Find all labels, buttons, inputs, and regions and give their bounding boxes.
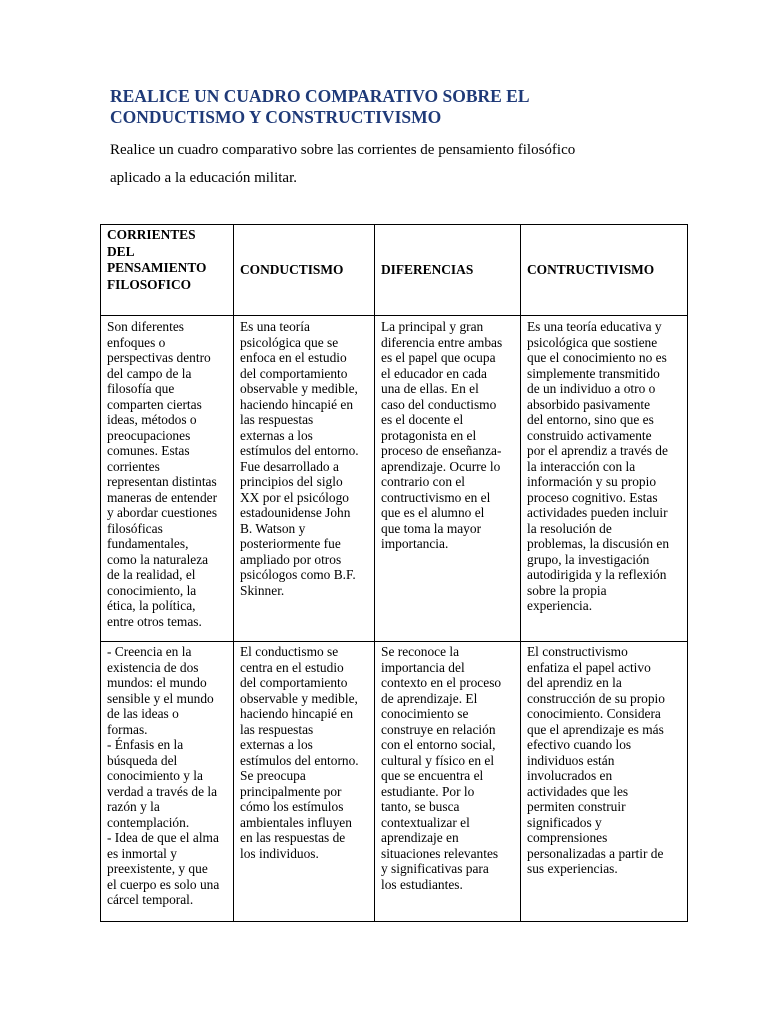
table-cell [375, 642, 521, 922]
table-cell [234, 316, 375, 642]
table-cell [101, 642, 234, 922]
table-row [101, 642, 688, 922]
table-row [101, 316, 688, 642]
comparison-table [100, 224, 688, 922]
cell-text: - Creencia en la existencia de dos mundos: el mundo sensible y el mundo de las ideas o formas. - Énfasis en la búsqueda del conocimiento y la verdad a través de la razón y la contemplación. - Idea de que el alma es inmortal y preexistente, y que el cuerpo es solo una cárcel temporal. [107, 644, 220, 907]
header-cell-contructivismo [521, 225, 688, 316]
intro-line-1: Realice un cuadro comparativo sobre las corrientes de pensamiento filosófico [110, 142, 576, 158]
title-line-1: REALICE UN CUADRO COMPARATIVO SOBRE EL [110, 86, 530, 106]
header-cell-corrientes [101, 225, 234, 316]
header-label: DIFERENCIAS [381, 262, 474, 278]
intro-line-2: aplicado a la educación militar. [110, 170, 298, 186]
table-cell [375, 316, 521, 642]
intro-paragraph [110, 136, 710, 192]
cell-text: Es una teoría psicológica que se enfoca en el estudio del comportamiento observable y medible, haciendo hincapié en las respuestas externas a los estímulos del entorno. Fue desarrollado a principios del siglo XX por el psicólogo estadounidense John B. Watson y posteriormente fue ampliado por otros psicólogos como B.F. Skinner. [240, 319, 359, 598]
header-label: CONDUCTISMO [240, 262, 344, 278]
cell-text: El conductismo se centra en el estudio del comportamiento observable y medible, haciendo hincapié en las respuestas externas a los estímulos del entorno. Se preocupa principalmente por cómo los estímulos ambientales influyen en las respuestas de los individuos. [240, 644, 359, 861]
table-cell [234, 642, 375, 922]
cell-text: Se reconoce la importancia del contexto en el proceso de aprendizaje. El conocimiento se construye en relación con el entorno social, cultural y físico en el que se encuentra el estudiante. Por lo tanto, se busca contextualizar el aprendizaje en situaciones relevantes y significativas para los estudiantes. [381, 644, 502, 892]
table-header-row [101, 225, 688, 316]
header-label: CORRIENTES DEL PENSAMIENTO FILOSOFICO [107, 227, 207, 292]
title-line-2: CONDUCTISMO Y CONSTRUCTIVISMO [110, 107, 442, 127]
cell-text: La principal y gran diferencia entre ambas es el papel que ocupa el educador en cada una de ellas. En el caso del conductismo es el docente el protagonista en el proceso de enseñanza- aprendizaje. Ocurre lo contrario con el contructivismo en el que es el alumno el que toma la mayor importancia. [381, 319, 503, 551]
table-cell [101, 316, 234, 642]
cell-text: Son diferentes enfoques o perspectivas dentro del campo de la filosofía que comparten ciertas ideas, métodos o preocupaciones comunes. Estas corrientes representan distintas maneras de entender y abordar cuestiones filosóficas fundamentales, como la naturaleza de la realidad, el conocimiento, la ética, la política, entre otros temas. [107, 319, 218, 629]
document-title [110, 86, 670, 128]
header-label: CONTRUCTIVISMO [527, 262, 655, 278]
cell-text: Es una teoría educativa y psicológica que sostiene que el conocimiento no es simplemente transmitido de un individuo a otro o absorbido pasivamente del entorno, sino que es construido activamente por el aprendiz a través de la interacción con la información y su propio proceso cognitivo. Estas actividades pueden incluir la resolución de problemas, la discusión en grupo, la investigación autodirigida y la reflexión sobre la propia experiencia. [527, 319, 670, 613]
header-cell-conductismo [234, 225, 375, 316]
header-cell-diferencias [375, 225, 521, 316]
table-cell [521, 316, 688, 642]
table-cell [521, 642, 688, 922]
cell-text: El constructivismo enfatiza el papel activo del aprendiz en la construcción de su propio conocimiento. Considera que el aprendizaje es más efectivo cuando los individuos están involucrados en actividades que les permiten construir significados y comprensiones personalizadas a partir de sus experiencias. [527, 644, 665, 876]
